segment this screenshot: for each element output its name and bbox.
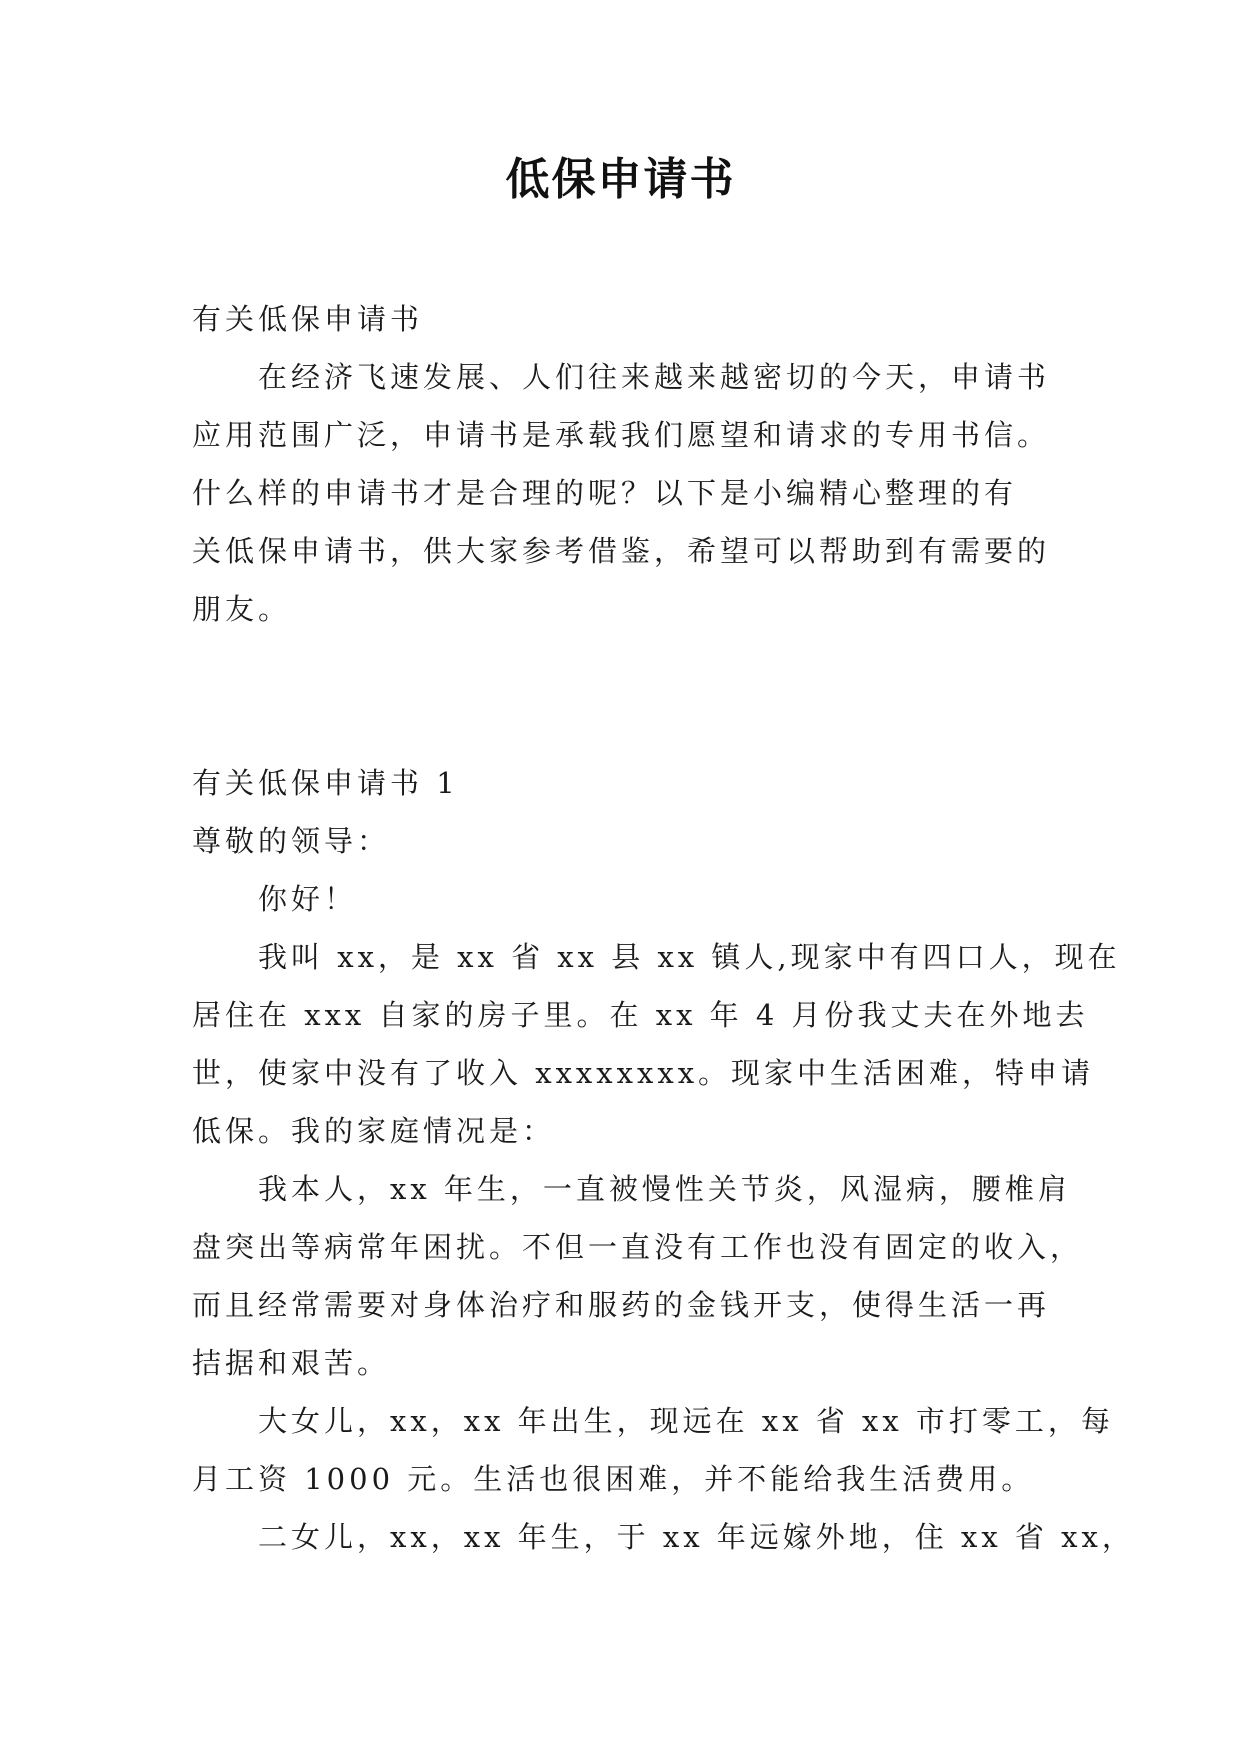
paragraph-line: 而且经常需要对身体治疗和服药的金钱开支，使得生活一再 <box>192 1288 1051 1322</box>
document-body <box>192 290 1135 1566</box>
letter-greeting: 你好！ <box>258 882 358 916</box>
paragraph-line: 盘突出等病常年困扰。不但一直没有工作也没有固定的收入， <box>192 1230 1084 1264</box>
intro-line: 关低保申请书，供大家参考借鉴，希望可以帮助到有需要的 <box>192 534 1051 568</box>
paragraph-line: 二女儿，xx，xx 年生，于 xx 年远嫁外地，住 xx 省 xx， <box>258 1520 1135 1554</box>
intro-line: 朋友。 <box>192 592 292 626</box>
paragraph-line: 月工资 1000 元。生活也很困难，并不能给我生活费用。 <box>192 1462 1035 1496</box>
paragraph-line: 居住在 xxx 自家的房子里。在 xx 年 4 月份我丈夫在外地去 <box>192 998 1089 1032</box>
paragraph-line: 低保。我的家庭情况是： <box>192 1114 556 1148</box>
intro-line: 在经济飞速发展、人们往来越来越密切的今天，申请书 <box>258 360 1051 394</box>
document-title: 低保申请书 <box>505 154 736 205</box>
letter-heading: 有关低保申请书 1 <box>192 766 459 800</box>
section-spacer <box>192 638 1072 754</box>
paragraph-line: 我本人，xx 年生，一直被慢性关节炎，风湿病，腰椎肩 <box>258 1172 1071 1206</box>
intro-line: 什么样的申请书才是合理的呢？以下是小编精心整理的有 <box>192 476 1018 510</box>
intro-line: 应用范围广泛，申请书是承载我们愿望和请求的专用书信。 <box>192 418 1051 452</box>
letter-salutation: 尊敬的领导： <box>192 824 391 858</box>
paragraph-line: 拮据和艰苦。 <box>192 1346 391 1380</box>
intro-heading: 有关低保申请书 <box>192 302 424 336</box>
paragraph-line: 大女儿，xx，xx 年出生，现远在 xx 省 xx 市打零工，每 <box>258 1404 1114 1438</box>
paragraph-line: 世，使家中没有了收入 xxxxxxxx。现家中生活困难，特申请 <box>192 1056 1095 1090</box>
paragraph-line: 我叫 xx，是 xx 省 xx 县 xx 镇人,现家中有四口人，现在 <box>258 940 1121 974</box>
